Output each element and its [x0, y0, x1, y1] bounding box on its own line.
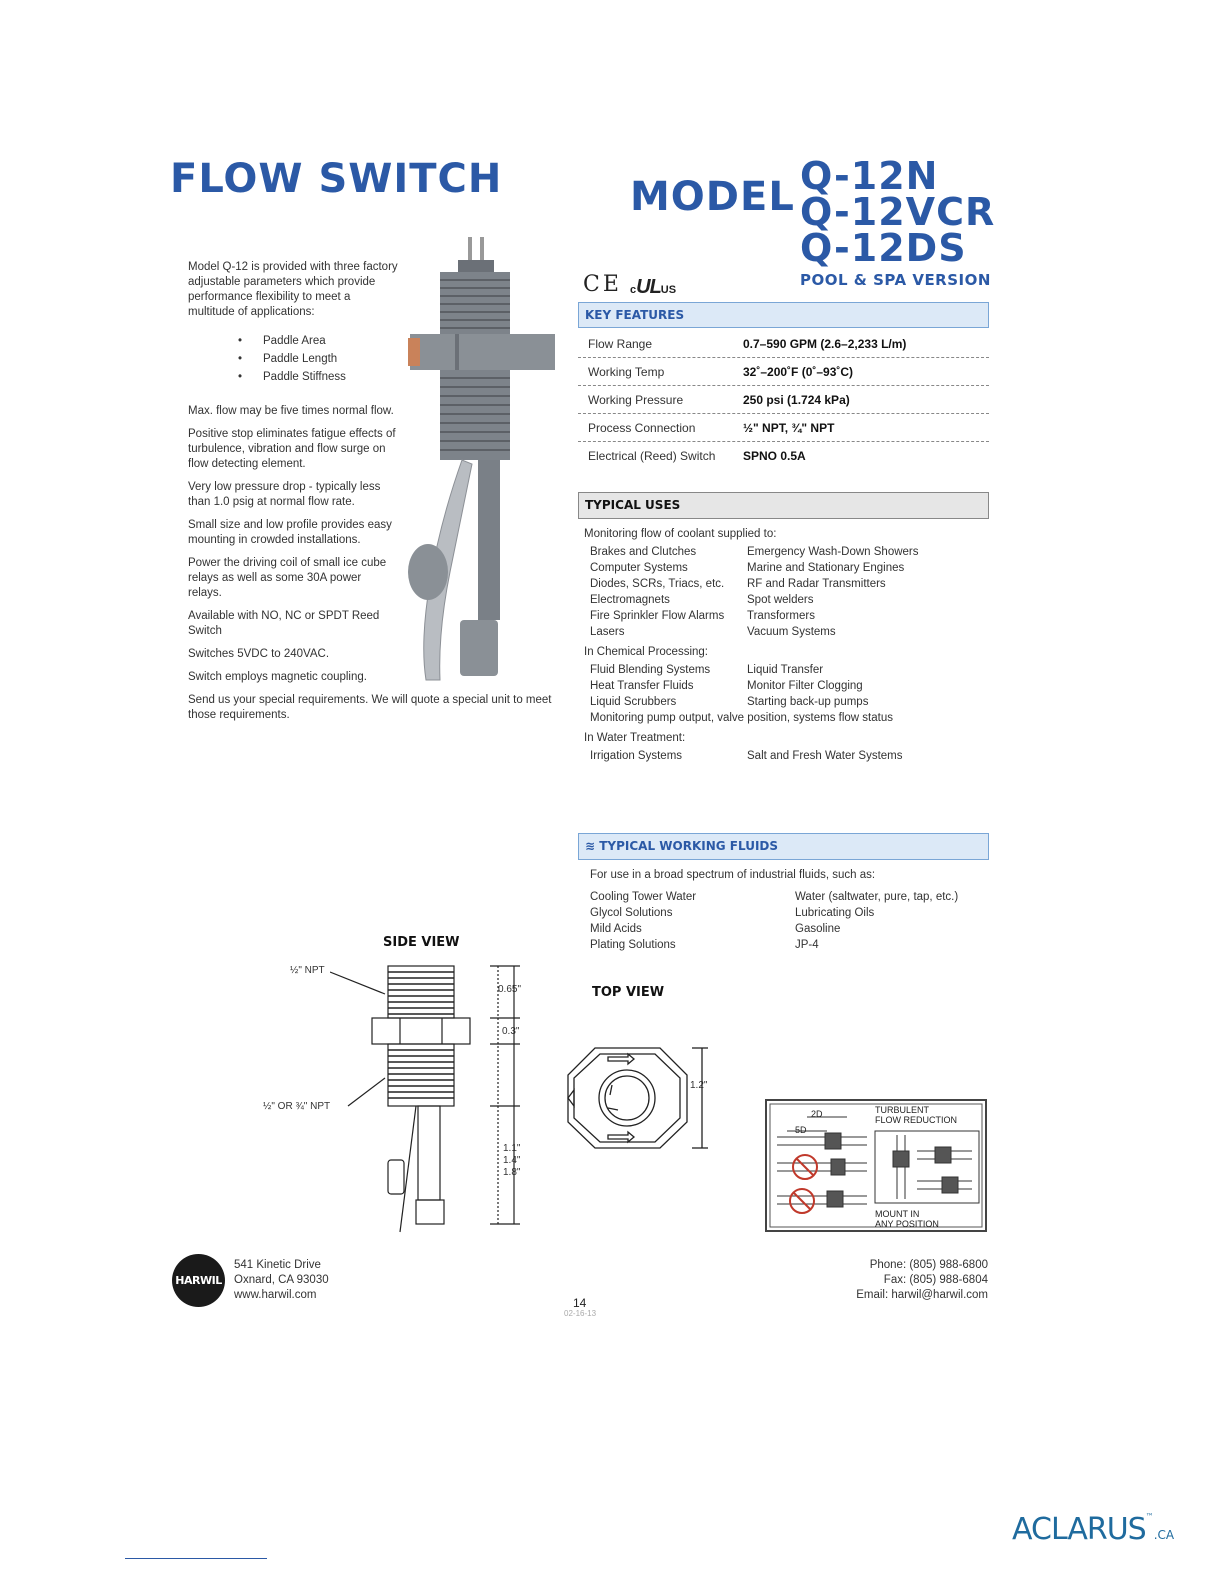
key-features	[578, 302, 989, 469]
list-item: Fluid Blending Systems	[590, 664, 711, 676]
intro-paragraph: Very low pressure drop - typically less than 1.0 psig at normal flow rate.	[188, 481, 381, 508]
dim-14: 1.4"	[503, 1155, 521, 1166]
list-item: Electromagnets	[590, 594, 670, 606]
list-item: Cooling Tower Water	[590, 891, 697, 903]
npt-bottom-label: ½" OR ¾" NPT	[263, 1101, 331, 1112]
coolant-intro: Monitoring flow of coolant supplied to:	[584, 528, 777, 540]
list-item: Salt and Fresh Water Systems	[747, 750, 903, 762]
typical-uses	[578, 492, 989, 762]
intro-paragraph: Power the driving coil of small ice cube relays as well as some 30A power relays.	[188, 557, 387, 599]
intro-paragraph: Max. flow may be five times normal flow.	[188, 405, 394, 417]
product-photo	[400, 232, 565, 692]
ul-prefix: c	[630, 284, 637, 296]
list-item: Computer Systems	[590, 562, 688, 574]
ul-suffix: US	[660, 284, 677, 296]
list-item: Diodes, SCRs, Triacs, etc.	[590, 578, 725, 590]
pool-spa-subtitle: POOL & SPA VERSION	[800, 271, 991, 289]
aclarus-suffix: .CA	[1153, 1528, 1175, 1542]
feature-value: ½" NPT, ¾" NPT	[743, 420, 835, 435]
list-item: Glycol Solutions	[590, 907, 673, 919]
npt-top-label: ½" NPT	[290, 965, 325, 976]
coolant-list	[590, 546, 989, 638]
list-item: RF and Radar Transmitters	[747, 578, 886, 590]
address-block	[234, 1258, 329, 1303]
contact-block	[856, 1258, 988, 1303]
list-item: Marine and Stationary Engines	[747, 562, 905, 574]
dim-03: 0.3"	[502, 1026, 520, 1037]
side-view-drawing	[330, 960, 530, 1235]
turbulent-line1: TURBULENT	[875, 1105, 930, 1115]
side-view-caption: SIDE VIEW	[383, 935, 460, 950]
parameter-list	[238, 332, 398, 386]
list-item: • Paddle Stiffness	[238, 368, 398, 386]
mounting-diagram	[765, 1099, 987, 1232]
list-item: Transformers	[747, 610, 815, 622]
table-row	[578, 386, 989, 414]
harwil-logo	[172, 1254, 225, 1307]
typical-uses-heading: TYPICAL USES	[578, 492, 989, 519]
table-row	[578, 414, 989, 442]
feature-value: SPNO 0.5A	[743, 448, 806, 463]
list-item: Irrigation Systems	[590, 750, 683, 762]
harwil-logo-text: HARWIL	[175, 1274, 222, 1287]
intro-paragraph: Available with NO, NC or SPDT Reed Switch	[188, 610, 380, 637]
list-item: Mild Acids	[590, 923, 642, 935]
model-q12vcr: Q-12VCR	[800, 190, 996, 234]
list-item: • Paddle Length	[238, 350, 398, 368]
feature-label: Flow Range	[588, 336, 653, 351]
table-row	[578, 330, 989, 358]
email-link[interactable]: Email: harwil@harwil.com	[856, 1289, 988, 1301]
fluids-intro: For use in a broad spectrum of industrial fluids, such as:	[590, 869, 876, 881]
list-item: Vacuum Systems	[747, 626, 836, 638]
intro-paragraph: Positive stop eliminates fatigue effects of turbulence, vibration and flow surge on flow detecting element.	[188, 428, 396, 470]
page-number: 14	[573, 1296, 587, 1310]
aclarus-brand: ACLARUS	[1012, 1512, 1146, 1547]
list-item: Emergency Wash-Down Showers	[747, 546, 919, 558]
turbulent-label	[875, 1105, 957, 1125]
feature-value: 0.7–590 GPM (2.6–2,233 L/m)	[743, 336, 907, 351]
chemical-heading: In Chemical Processing:	[584, 646, 708, 658]
feature-label: Process Connection	[588, 420, 696, 435]
water-list	[590, 750, 989, 762]
intro-lead: Model Q-12 is provided with three factory adjustable parameters which provide performance flexibility to meet a multitude of applications:	[188, 261, 398, 318]
ul-mark	[630, 276, 676, 299]
mount-line1: MOUNT IN	[875, 1209, 920, 1219]
intro-paragraph: Send us your special requirements. We will quote a special unit to meet those requirements.	[188, 694, 552, 721]
dim-18: 1.8"	[503, 1167, 521, 1178]
list-item: JP-4	[795, 939, 819, 951]
doc-date: 02-16-13	[564, 1309, 597, 1318]
aclarus-logo	[1012, 1512, 1174, 1547]
water-heading: In Water Treatment:	[584, 732, 686, 744]
model-q12n: Q-12N	[800, 154, 939, 198]
chemical-list	[590, 664, 989, 724]
intro-paragraph: Small size and low profile provides easy mounting in crowded installations.	[188, 519, 392, 546]
dim-065: 0.65"	[498, 984, 522, 995]
key-features-table	[578, 330, 989, 469]
address-city: Oxnard, CA 93030	[234, 1274, 329, 1286]
fluids-list	[590, 891, 989, 951]
turbulent-line2: FLOW REDUCTION	[875, 1115, 957, 1125]
intro-paragraph: Switch employs magnetic coupling.	[188, 671, 367, 683]
list-item: Monitor Filter Clogging	[747, 680, 863, 692]
phone: Phone: (805) 988-6800	[869, 1259, 988, 1271]
model-q12ds: Q-12DS	[800, 226, 967, 270]
list-item: Lubricating Oils	[795, 907, 875, 919]
list-item: Heat Transfer Fluids	[590, 680, 694, 692]
list-item: • Paddle Area	[238, 332, 398, 350]
list-item: Lasers	[590, 626, 625, 638]
dim-5d: 5D	[795, 1125, 807, 1135]
website-link[interactable]: www.harwil.com	[234, 1289, 317, 1301]
table-row	[578, 442, 989, 469]
working-fluids	[578, 833, 989, 951]
list-item: Plating Solutions	[590, 939, 676, 951]
model-list	[800, 154, 996, 270]
mount-line2: ANY POSITION	[875, 1219, 939, 1229]
intro-text	[188, 260, 552, 731]
list-item: Gasoline	[795, 923, 841, 935]
working-fluids-heading: ≋ TYPICAL WORKING FLUIDS	[578, 833, 989, 860]
intro-paragraph: Switches 5VDC to 240VAC.	[188, 648, 330, 660]
list-item: Liquid Scrubbers	[590, 696, 677, 708]
feature-value: 250 psi (1.724 kPa)	[743, 392, 850, 407]
aclarus-tm: ™	[1145, 1512, 1154, 1521]
dim-12: 1.2"	[690, 1080, 708, 1091]
list-item: Liquid Transfer	[747, 664, 824, 676]
fax: Fax: (805) 988-6804	[883, 1274, 988, 1286]
mount-label	[875, 1209, 939, 1229]
feature-label: Working Temp	[588, 364, 665, 379]
list-item: Starting back-up pumps	[747, 696, 869, 708]
top-view-drawing	[560, 1040, 710, 1160]
ul-logo: UL	[636, 276, 661, 298]
top-view-caption: TOP VIEW	[592, 985, 665, 1000]
bottom-rule	[125, 1558, 267, 1559]
model-word: MODEL	[630, 174, 795, 220]
page-title: FLOW SWITCH	[170, 156, 503, 202]
feature-label: Working Pressure	[588, 392, 684, 407]
ce-mark: CE	[583, 272, 622, 297]
key-features-heading: KEY FEATURES	[578, 302, 989, 328]
list-item: Spot welders	[747, 594, 814, 606]
table-row	[578, 358, 989, 386]
list-item: Water (saltwater, pure, tap, etc.)	[795, 891, 959, 903]
feature-value: 32˚–200˚F (0˚–93˚C)	[743, 364, 854, 379]
address-street: 541 Kinetic Drive	[234, 1259, 321, 1271]
list-item: Brakes and Clutches	[590, 546, 697, 558]
dim-11: 1.1"	[503, 1143, 521, 1154]
list-item: Monitoring pump output, valve position, systems flow status	[590, 712, 893, 724]
feature-label: Electrical (Reed) Switch	[588, 448, 716, 463]
list-item: Fire Sprinkler Flow Alarms	[590, 610, 725, 622]
dim-2d: 2D	[811, 1109, 823, 1119]
